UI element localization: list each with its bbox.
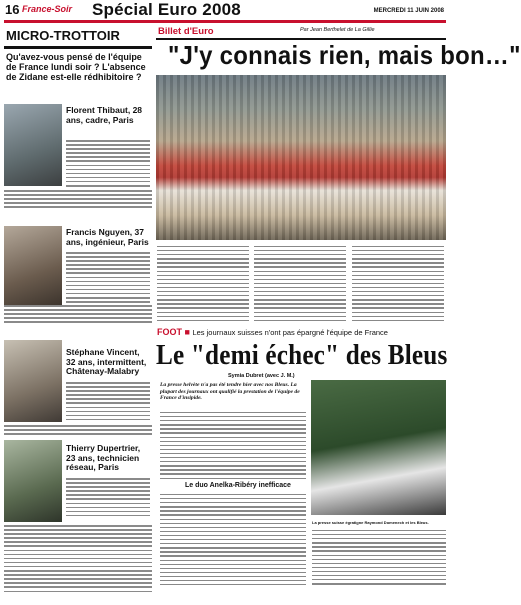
person-quote-1 bbox=[66, 140, 150, 189]
person-quote-1-continued bbox=[4, 190, 152, 210]
page-number: 16 bbox=[5, 2, 20, 17]
header-rule bbox=[4, 20, 446, 23]
person-quote-3 bbox=[66, 382, 150, 423]
player-photo-caption: La presse suisse égratigne Raymond Domenech et les Bleus. bbox=[312, 520, 429, 525]
section-title: Spécial Euro 2008 bbox=[92, 0, 241, 19]
issue-date: MERCREDI 11 JUIN 2008 bbox=[373, 8, 444, 14]
person-photo-1 bbox=[4, 104, 62, 186]
micro-trottoir-title: MICRO-TROTTOIR bbox=[6, 28, 120, 43]
person-quote-4-continued bbox=[4, 525, 152, 595]
billet-body-col-3 bbox=[352, 246, 444, 324]
billet-body-col-2 bbox=[254, 246, 346, 324]
micro-trottoir-rule bbox=[4, 46, 152, 49]
crowd-photo bbox=[156, 75, 446, 240]
foot-body-b bbox=[160, 494, 306, 588]
player-photo bbox=[311, 380, 446, 515]
billet-author: Par Jean Berthelet de La Gillie bbox=[300, 27, 375, 33]
person-quote-2-continued bbox=[4, 305, 152, 325]
person-photo-3 bbox=[4, 340, 62, 422]
person-photo-2 bbox=[4, 226, 62, 306]
micro-trottoir-column bbox=[4, 24, 152, 82]
foot-byline: Symia Dubret (avec J. M.) bbox=[228, 373, 295, 379]
billet-body-col-1 bbox=[157, 246, 249, 324]
person-name-3: Stéphane Vincent, 32 ans, intermittent, Châtenay-Malabry bbox=[66, 347, 147, 376]
foot-headline: Le "demi échec" des Bleus bbox=[156, 340, 448, 371]
person-name-2: Francis Nguyen, 37 ans, ingénieur, Paris bbox=[66, 227, 149, 247]
publication-name: France-Soir bbox=[22, 4, 73, 14]
person-quote-4 bbox=[66, 478, 150, 519]
micro-trottoir-question: Qu'avez-vous pensé de l'équipe de France lundi soir ? L'absence de Zidane est-elle rédhibitoire ? bbox=[6, 52, 146, 82]
person-name-4: Thierry Dupertrier, 23 ans, technicien réseau, Paris bbox=[66, 443, 141, 472]
foot-body-a bbox=[160, 412, 306, 482]
person-quote-2 bbox=[66, 252, 150, 305]
foot-body-c bbox=[312, 530, 446, 587]
foot-kicker: FOOT ■ Les journaux suisses n'ont pas épargné l'équipe de France bbox=[157, 327, 388, 337]
person-quote-3-continued bbox=[4, 425, 152, 437]
foot-kicker-label: FOOT bbox=[157, 327, 182, 337]
billet-headline: "J'y connais rien, mais bon…" bbox=[168, 40, 521, 70]
person-photo-4 bbox=[4, 440, 62, 522]
foot-intro: La presse helvète n'a pas été tendre hier avec nos Bleus. La plupart des journaux ont qualifié la prestation de l'équipe de France d'insipide. bbox=[160, 382, 300, 402]
person-name-1: Florent Thibaut, 28 ans, cadre, Paris bbox=[66, 105, 143, 125]
billet-label: Billet d'Euro bbox=[158, 26, 214, 37]
foot-kicker-text: Les journaux suisses n'ont pas épargné l'équipe de France bbox=[192, 328, 388, 337]
foot-subhead: Le duo Anelka-Ribéry inefficace bbox=[185, 482, 291, 489]
